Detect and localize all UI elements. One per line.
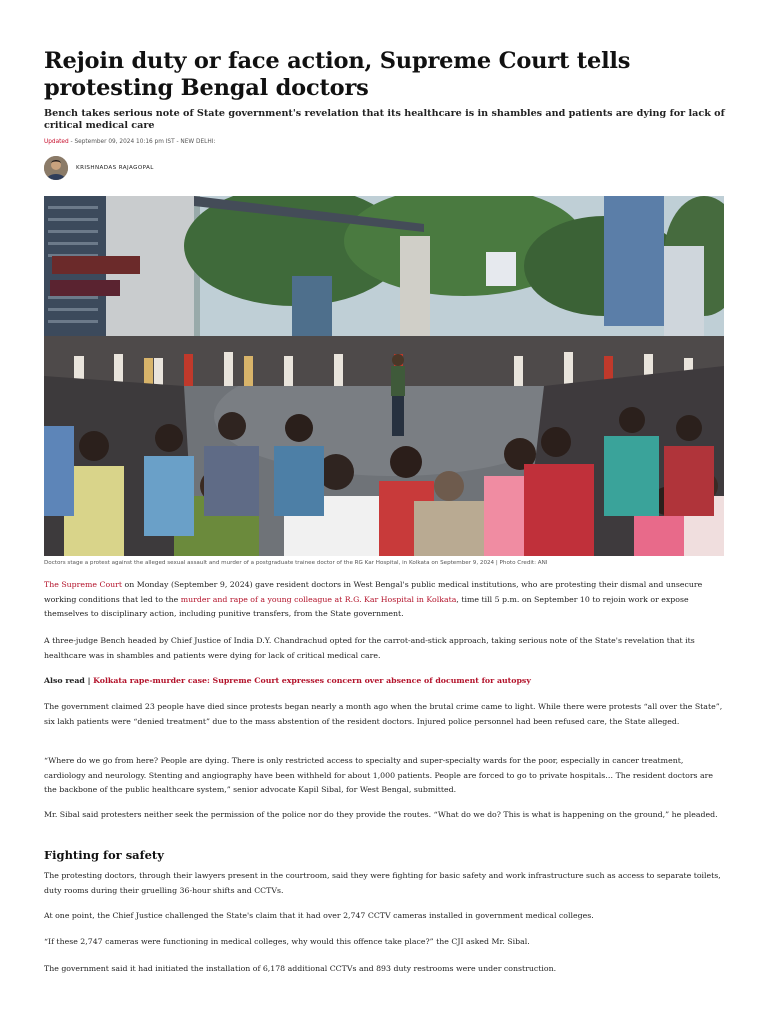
paragraph-4: “Where do we go from here? People are dying. There is only restricted access to specialty and super-specialty wards for the poor, especially in cancer treatment, cardiology and neurology. Stenting and angiography have been withheld for about 1,000 patients. People are forced to go to private hospitals… The resident doctors are the backbone of the public healthcare system,” senior advocate Kapil Sibal, for West Bengal, submitted. bbox=[44, 756, 714, 795]
also-read-label: Also read | bbox=[44, 676, 94, 685]
paragraph-6: The protesting doctors, through their lawyers present in the courtroom, said they were fighting for basic safety and work infrastructure such as access to separate toilets, duty rooms during their gruelling 36-hour shifts and CCTVs. bbox=[44, 871, 721, 895]
article-meta bbox=[44, 139, 215, 145]
paragraph-1-text-a: on Monday (September 9, 2024) gave resident doctors in West Bengal's public medical institutions, who are protesting their dismal and unsecure working conditions that led to the bbox=[44, 580, 703, 604]
also-read-link[interactable]: Kolkata rape-murder case: Supreme Court expresses concern over absence of document for autopsy bbox=[93, 676, 531, 685]
paragraph-5: Mr. Sibal said protesters neither seek the permission of the police nor do they provide the routes. “What do we do? This is what is happening on the ground,” he pleaded. bbox=[44, 810, 718, 819]
article-photo bbox=[44, 196, 724, 556]
author-byline[interactable] bbox=[44, 156, 154, 180]
article-headline: Rejoin duty or face action, Supreme Court tells protesting Bengal doctors bbox=[44, 48, 631, 101]
photo-caption: Doctors stage a protest against the alleged sexual assault and murder of a postgraduate trainee doctor of the RG Kar Hospital, in Kolkata on September 9, 2024 | Photo Credit: ANI bbox=[44, 560, 548, 566]
paragraph-8: “If these 2,747 cameras were functioning in medical colleges, why would this offence take place?” the CJI asked Mr. Sibal. bbox=[44, 937, 530, 946]
author-avatar[interactable] bbox=[44, 156, 68, 180]
article-standfirst: Bench takes serious note of State government's revelation that its healthcare is in shambles and patients are dying for lack of critical medical care bbox=[44, 108, 725, 131]
supreme-court-link[interactable]: The Supreme Court bbox=[44, 580, 123, 589]
paragraph-1 bbox=[44, 578, 724, 622]
section-subhead: Fighting for safety bbox=[44, 848, 164, 862]
article-timestamp: - September 09, 2024 10:16 pm IST - NEW DELHI: bbox=[68, 139, 216, 145]
paragraph-9: The government said it had initiated the installation of 6,178 additional CCTVs and 893 duty restrooms were under construction. bbox=[44, 964, 557, 973]
paragraph-2: A three-judge Bench headed by Chief Justice of India D.Y. Chandrachud opted for the carrot-and-stick approach, taking serious note of the State's revelation that its healthcare was in shambles and patients were dying for lack of critical medical care. bbox=[44, 636, 695, 660]
updated-label: Updated bbox=[44, 139, 69, 145]
paragraph-3: The government claimed 23 people have died since protests began nearly a month ago when the brutal crime came to light. While there were protests “all over the State”, six lakh patients were “denied treatment” due to the mass abstention of the resident doctors. Injured police personnel had been refused care, the State alleged. bbox=[44, 702, 723, 726]
also-read bbox=[44, 674, 724, 689]
author-name[interactable]: KRISHNADAS RAJAGOPAL bbox=[76, 165, 154, 171]
paragraph-7: At one point, the Chief Justice challenged the State's claim that it had over 2,747 CCTV cameras installed in government medical colleges. bbox=[44, 911, 594, 920]
paragraph-1-text-b: , time till 5 p.m. on September 10 to rejoin work or expose themselves to disciplinary action, including punitive transfers, from the State government. bbox=[44, 594, 689, 619]
murder-rape-link[interactable]: murder and rape of a young colleague at R.G. Kar Hospital in Kolkata bbox=[180, 594, 457, 604]
